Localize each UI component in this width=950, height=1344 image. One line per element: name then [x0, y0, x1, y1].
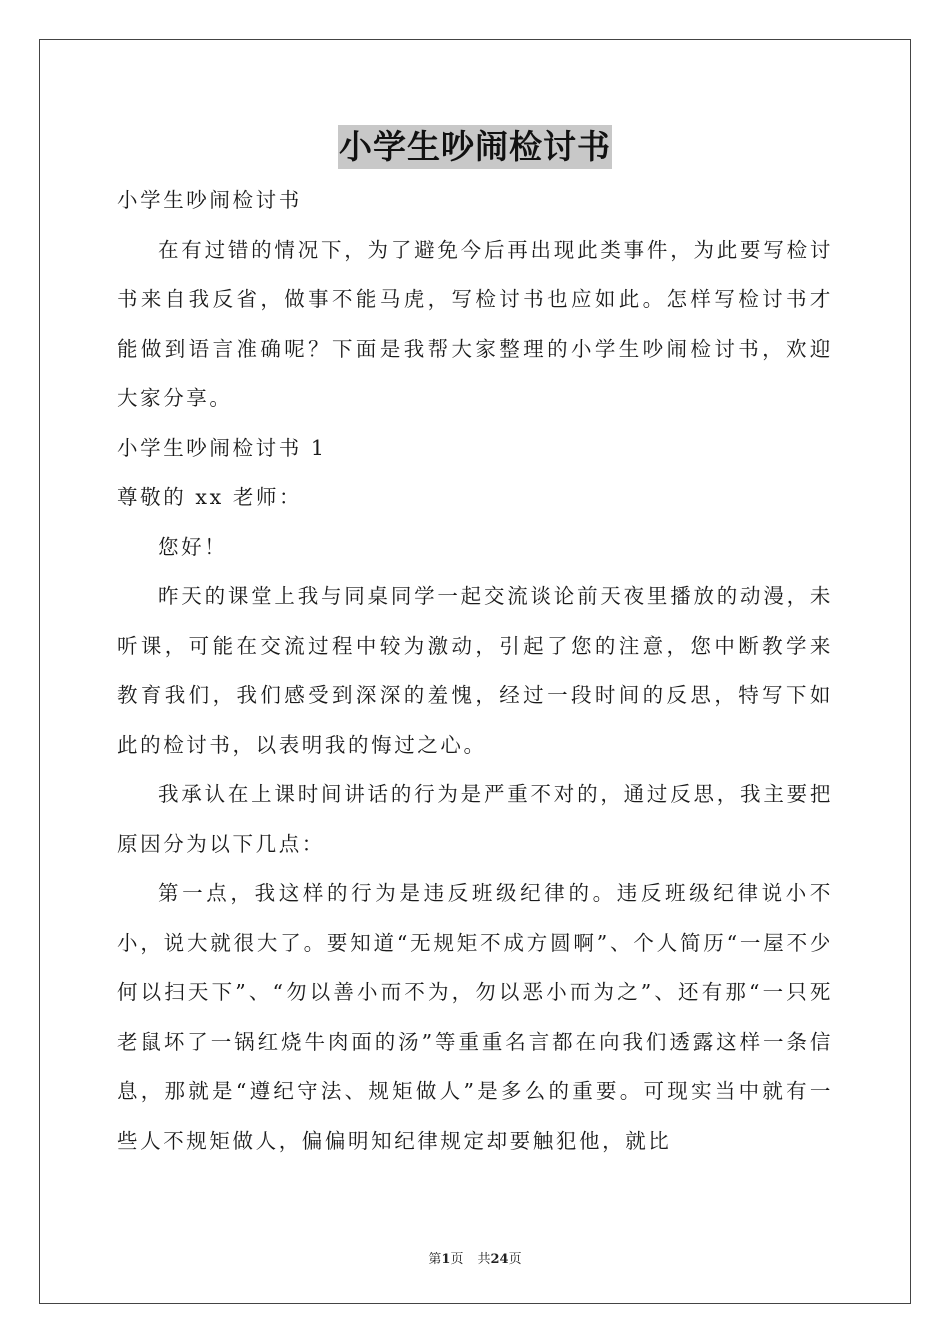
paragraph-salutation: 尊敬的 xx 老师：: [117, 485, 303, 509]
footer-total-prefix: 共: [477, 1252, 491, 1267]
page-footer: [0, 1248, 950, 1267]
paragraph-body: 第一点，我这样的行为是违反班级纪律的。违反班级纪律说小不小，说大就很大了。要知道“无规矩不成方圆啊”、个人简历“一屋不少何以扫天下”、“勿以善小而不为，勿以恶小而为之”、还有那“一只死老鼠坏了一锅红烧牛肉面的汤”等重重名言都在向我们透露这样一条信息，那就是“遵纪守法、规矩做人”是多么的重要。可现实当中就有一些人不规矩做人，偏偏明知纪律规定却要触犯他，就比: [117, 881, 833, 1153]
title-container: [0, 125, 950, 169]
footer-total-suffix: 页: [508, 1252, 522, 1267]
footer-page-prefix: 第: [428, 1252, 442, 1267]
footer-page-total: 24: [490, 1252, 509, 1267]
document-body: [117, 176, 833, 1166]
paragraph-subtitle: 小学生吵闹检讨书: [117, 188, 302, 212]
paragraph-body: 我承认在上课时间讲话的行为是严重不对的，通过反思，我主要把原因分为以下几点：: [117, 782, 833, 856]
paragraph-greeting: 您好！: [158, 534, 228, 559]
paragraph-section-heading: 小学生吵闹检讨书 1: [117, 435, 327, 460]
footer-page-current: 1: [441, 1252, 451, 1267]
paragraph-intro: 在有过错的情况下，为了避免今后再出现此类事件，为此要写检讨书来自我反省，做事不能马虎，写检讨书也应如此。怎样写检讨书才能做到语言准确呢？下面是我帮大家整理的小学生吵闹检讨书，欢迎大家分享。: [117, 237, 833, 410]
document-title: 小学生吵闹检讨书: [338, 125, 612, 169]
paragraph-body: 昨天的课堂上我与同桌同学一起交流谈论前天夜里播放的动漫，未听课，可能在交流过程中较为激动，引起了您的注意，您中断教学来教育我们，我们感受到深深的羞愧，经过一段时间的反思，特写下如此的检讨书，以表明我的悔过之心。: [117, 584, 833, 757]
footer-page-suffix: 页: [450, 1252, 464, 1267]
